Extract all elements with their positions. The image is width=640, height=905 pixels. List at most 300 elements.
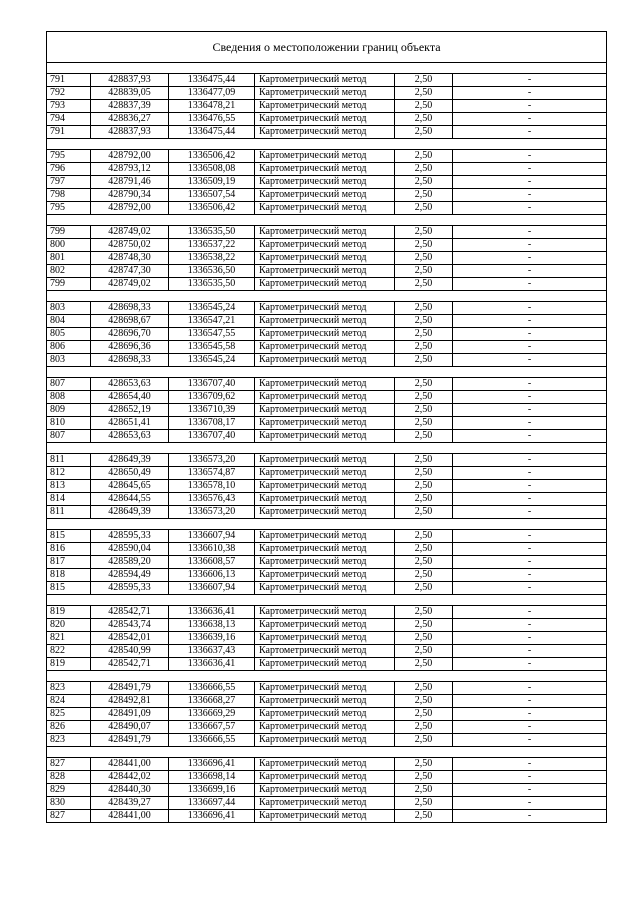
group-separator-cell <box>47 215 607 226</box>
dash-cell: - <box>453 239 607 252</box>
table-row <box>47 239 607 252</box>
table-row <box>47 480 607 493</box>
accuracy-cell: 2,50 <box>395 150 453 163</box>
x-coordinate-cell: 428542,71 <box>91 658 169 671</box>
dash-cell: - <box>453 467 607 480</box>
accuracy-cell: 2,50 <box>395 695 453 708</box>
table-row <box>47 658 607 671</box>
dash-cell: - <box>453 176 607 189</box>
method-cell: Картометрический метод <box>255 784 395 797</box>
point-id-cell: 819 <box>47 606 91 619</box>
y-coordinate-cell: 1336535,50 <box>169 278 255 291</box>
point-id-cell: 803 <box>47 354 91 367</box>
x-coordinate-cell: 428594,49 <box>91 569 169 582</box>
point-id-cell: 804 <box>47 315 91 328</box>
accuracy-cell: 2,50 <box>395 530 453 543</box>
accuracy-cell: 2,50 <box>395 506 453 519</box>
table-row <box>47 619 607 632</box>
accuracy-cell: 2,50 <box>395 378 453 391</box>
x-coordinate-cell: 428442,02 <box>91 771 169 784</box>
table-row <box>47 113 607 126</box>
table-row <box>47 252 607 265</box>
accuracy-cell: 2,50 <box>395 708 453 721</box>
point-id-cell: 822 <box>47 645 91 658</box>
x-coordinate-cell: 428650,49 <box>91 467 169 480</box>
x-coordinate-cell: 428542,01 <box>91 632 169 645</box>
dash-cell: - <box>453 556 607 569</box>
accuracy-cell: 2,50 <box>395 771 453 784</box>
method-cell: Картометрический метод <box>255 354 395 367</box>
table-row <box>47 328 607 341</box>
accuracy-cell: 2,50 <box>395 391 453 404</box>
table-row <box>47 784 607 797</box>
dash-cell: - <box>453 315 607 328</box>
method-cell: Картометрический метод <box>255 315 395 328</box>
method-cell: Картометрический метод <box>255 530 395 543</box>
y-coordinate-cell: 1336710,39 <box>169 404 255 417</box>
x-coordinate-cell: 428491,79 <box>91 734 169 747</box>
table-row <box>47 302 607 315</box>
y-coordinate-cell: 1336707,40 <box>169 378 255 391</box>
x-coordinate-cell: 428749,02 <box>91 226 169 239</box>
point-id-cell: 809 <box>47 404 91 417</box>
group-separator-cell <box>47 595 607 606</box>
y-coordinate-cell: 1336696,41 <box>169 758 255 771</box>
accuracy-cell: 2,50 <box>395 74 453 87</box>
boundary-document <box>46 31 606 823</box>
group-separator-row <box>47 367 607 378</box>
accuracy-cell: 2,50 <box>395 645 453 658</box>
accuracy-cell: 2,50 <box>395 417 453 430</box>
table-row <box>47 797 607 810</box>
y-coordinate-cell: 1336707,40 <box>169 430 255 443</box>
method-cell: Картометрический метод <box>255 506 395 519</box>
x-coordinate-cell: 428492,81 <box>91 695 169 708</box>
x-coordinate-cell: 428791,46 <box>91 176 169 189</box>
group-separator-cell <box>47 671 607 682</box>
table-row <box>47 265 607 278</box>
table-row <box>47 430 607 443</box>
x-coordinate-cell: 428491,79 <box>91 682 169 695</box>
y-coordinate-cell: 1336574,87 <box>169 467 255 480</box>
accuracy-cell: 2,50 <box>395 302 453 315</box>
y-coordinate-cell: 1336578,10 <box>169 480 255 493</box>
method-cell: Картометрический метод <box>255 302 395 315</box>
y-coordinate-cell: 1336537,22 <box>169 239 255 252</box>
y-coordinate-cell: 1336508,08 <box>169 163 255 176</box>
group-separator-row <box>47 595 607 606</box>
method-cell: Картометрический метод <box>255 556 395 569</box>
group-separator-cell <box>47 367 607 378</box>
x-coordinate-cell: 428491,09 <box>91 708 169 721</box>
accuracy-cell: 2,50 <box>395 454 453 467</box>
y-coordinate-cell: 1336636,41 <box>169 606 255 619</box>
method-cell: Картометрический метод <box>255 417 395 430</box>
point-id-cell: 795 <box>47 150 91 163</box>
y-coordinate-cell: 1336637,43 <box>169 645 255 658</box>
point-id-cell: 820 <box>47 619 91 632</box>
accuracy-cell: 2,50 <box>395 467 453 480</box>
y-coordinate-cell: 1336666,55 <box>169 734 255 747</box>
method-cell: Картометрический метод <box>255 176 395 189</box>
x-coordinate-cell: 428649,39 <box>91 454 169 467</box>
dash-cell: - <box>453 354 607 367</box>
dash-cell: - <box>453 758 607 771</box>
y-coordinate-cell: 1336607,94 <box>169 530 255 543</box>
point-id-cell: 827 <box>47 758 91 771</box>
x-coordinate-cell: 428490,07 <box>91 721 169 734</box>
y-coordinate-cell: 1336708,17 <box>169 417 255 430</box>
y-coordinate-cell: 1336536,50 <box>169 265 255 278</box>
dash-cell: - <box>453 391 607 404</box>
dash-cell: - <box>453 480 607 493</box>
method-cell: Картометрический метод <box>255 480 395 493</box>
dash-cell: - <box>453 721 607 734</box>
boundary-coordinates-table <box>46 31 607 823</box>
accuracy-cell: 2,50 <box>395 126 453 139</box>
method-cell: Картометрический метод <box>255 226 395 239</box>
dash-cell: - <box>453 252 607 265</box>
point-id-cell: 815 <box>47 530 91 543</box>
dash-cell: - <box>453 341 607 354</box>
y-coordinate-cell: 1336538,22 <box>169 252 255 265</box>
point-id-cell: 825 <box>47 708 91 721</box>
method-cell: Картометрический метод <box>255 87 395 100</box>
table-row <box>47 771 607 784</box>
accuracy-cell: 2,50 <box>395 556 453 569</box>
point-id-cell: 791 <box>47 74 91 87</box>
dash-cell: - <box>453 658 607 671</box>
table-row <box>47 189 607 202</box>
point-id-cell: 797 <box>47 176 91 189</box>
point-id-cell: 791 <box>47 126 91 139</box>
point-id-cell: 806 <box>47 341 91 354</box>
method-cell: Картометрический метод <box>255 189 395 202</box>
dash-cell: - <box>453 163 607 176</box>
table-row <box>47 569 607 582</box>
x-coordinate-cell: 428441,00 <box>91 810 169 823</box>
y-coordinate-cell: 1336667,57 <box>169 721 255 734</box>
table-row <box>47 454 607 467</box>
table-row <box>47 87 607 100</box>
y-coordinate-cell: 1336477,09 <box>169 87 255 100</box>
dash-cell: - <box>453 695 607 708</box>
point-id-cell: 811 <box>47 506 91 519</box>
table-row <box>47 543 607 556</box>
accuracy-cell: 2,50 <box>395 315 453 328</box>
point-id-cell: 823 <box>47 682 91 695</box>
x-coordinate-cell: 428836,27 <box>91 113 169 126</box>
x-coordinate-cell: 428698,67 <box>91 315 169 328</box>
method-cell: Картометрический метод <box>255 328 395 341</box>
dash-cell: - <box>453 734 607 747</box>
x-coordinate-cell: 428653,63 <box>91 378 169 391</box>
point-id-cell: 795 <box>47 202 91 215</box>
group-separator-cell <box>47 747 607 758</box>
accuracy-cell: 2,50 <box>395 239 453 252</box>
x-coordinate-cell: 428589,20 <box>91 556 169 569</box>
table-row <box>47 530 607 543</box>
method-cell: Картометрический метод <box>255 682 395 695</box>
accuracy-cell: 2,50 <box>395 758 453 771</box>
accuracy-cell: 2,50 <box>395 543 453 556</box>
method-cell: Картометрический метод <box>255 467 395 480</box>
method-cell: Картометрический метод <box>255 606 395 619</box>
dash-cell: - <box>453 645 607 658</box>
table-row <box>47 163 607 176</box>
accuracy-cell: 2,50 <box>395 797 453 810</box>
x-coordinate-cell: 428441,00 <box>91 758 169 771</box>
table-row <box>47 721 607 734</box>
method-cell: Картометрический метод <box>255 619 395 632</box>
method-cell: Картометрический метод <box>255 569 395 582</box>
x-coordinate-cell: 428654,40 <box>91 391 169 404</box>
method-cell: Картометрический метод <box>255 74 395 87</box>
table-row <box>47 391 607 404</box>
point-id-cell: 799 <box>47 278 91 291</box>
dash-cell: - <box>453 74 607 87</box>
dash-cell: - <box>453 87 607 100</box>
x-coordinate-cell: 428696,70 <box>91 328 169 341</box>
x-coordinate-cell: 428839,05 <box>91 87 169 100</box>
table-row <box>47 126 607 139</box>
table-row <box>47 467 607 480</box>
accuracy-cell: 2,50 <box>395 113 453 126</box>
x-coordinate-cell: 428653,63 <box>91 430 169 443</box>
x-coordinate-cell: 428590,04 <box>91 543 169 556</box>
table-row <box>47 100 607 113</box>
y-coordinate-cell: 1336699,16 <box>169 784 255 797</box>
dash-cell: - <box>453 632 607 645</box>
y-coordinate-cell: 1336545,24 <box>169 302 255 315</box>
x-coordinate-cell: 428750,02 <box>91 239 169 252</box>
accuracy-cell: 2,50 <box>395 658 453 671</box>
group-separator-cell <box>47 139 607 150</box>
group-separator-row <box>47 671 607 682</box>
x-coordinate-cell: 428790,34 <box>91 189 169 202</box>
point-id-cell: 811 <box>47 454 91 467</box>
y-coordinate-cell: 1336547,21 <box>169 315 255 328</box>
method-cell: Картометрический метод <box>255 341 395 354</box>
method-cell: Картометрический метод <box>255 708 395 721</box>
dash-cell: - <box>453 430 607 443</box>
accuracy-cell: 2,50 <box>395 734 453 747</box>
table-row <box>47 315 607 328</box>
method-cell: Картометрический метод <box>255 454 395 467</box>
dash-cell: - <box>453 302 607 315</box>
accuracy-cell: 2,50 <box>395 784 453 797</box>
page-title: Сведения о местоположении границ объекта <box>47 32 607 63</box>
table-row <box>47 404 607 417</box>
method-cell: Картометрический метод <box>255 758 395 771</box>
dash-cell: - <box>453 454 607 467</box>
accuracy-cell: 2,50 <box>395 176 453 189</box>
x-coordinate-cell: 428645,65 <box>91 480 169 493</box>
accuracy-cell: 2,50 <box>395 341 453 354</box>
point-id-cell: 824 <box>47 695 91 708</box>
dash-cell: - <box>453 493 607 506</box>
point-id-cell: 826 <box>47 721 91 734</box>
group-separator-cell <box>47 519 607 530</box>
group-separator-row <box>47 139 607 150</box>
accuracy-cell: 2,50 <box>395 226 453 239</box>
y-coordinate-cell: 1336638,13 <box>169 619 255 632</box>
point-id-cell: 828 <box>47 771 91 784</box>
dash-cell: - <box>453 278 607 291</box>
point-id-cell: 808 <box>47 391 91 404</box>
header-spacer-cell <box>47 63 607 74</box>
accuracy-cell: 2,50 <box>395 354 453 367</box>
point-id-cell: 803 <box>47 302 91 315</box>
dash-cell: - <box>453 202 607 215</box>
accuracy-cell: 2,50 <box>395 682 453 695</box>
point-id-cell: 827 <box>47 810 91 823</box>
y-coordinate-cell: 1336547,55 <box>169 328 255 341</box>
dash-cell: - <box>453 150 607 163</box>
table-row <box>47 758 607 771</box>
table-row <box>47 74 607 87</box>
table-row <box>47 202 607 215</box>
y-coordinate-cell: 1336506,42 <box>169 202 255 215</box>
accuracy-cell: 2,50 <box>395 480 453 493</box>
table-row <box>47 682 607 695</box>
method-cell: Картометрический метод <box>255 378 395 391</box>
x-coordinate-cell: 428748,30 <box>91 252 169 265</box>
dash-cell: - <box>453 265 607 278</box>
dash-cell: - <box>453 582 607 595</box>
y-coordinate-cell: 1336535,50 <box>169 226 255 239</box>
dash-cell: - <box>453 682 607 695</box>
x-coordinate-cell: 428649,39 <box>91 506 169 519</box>
dash-cell: - <box>453 417 607 430</box>
table-row <box>47 226 607 239</box>
table-row <box>47 378 607 391</box>
y-coordinate-cell: 1336696,41 <box>169 810 255 823</box>
point-id-cell: 810 <box>47 417 91 430</box>
method-cell: Картометрический метод <box>255 797 395 810</box>
x-coordinate-cell: 428595,33 <box>91 530 169 543</box>
method-cell: Картометрический метод <box>255 493 395 506</box>
method-cell: Картометрический метод <box>255 404 395 417</box>
dash-cell: - <box>453 113 607 126</box>
x-coordinate-cell: 428439,27 <box>91 797 169 810</box>
dash-cell: - <box>453 226 607 239</box>
y-coordinate-cell: 1336509,19 <box>169 176 255 189</box>
table-title-row <box>47 32 607 63</box>
dash-cell: - <box>453 810 607 823</box>
accuracy-cell: 2,50 <box>395 252 453 265</box>
method-cell: Картометрический метод <box>255 239 395 252</box>
point-id-cell: 801 <box>47 252 91 265</box>
point-id-cell: 829 <box>47 784 91 797</box>
method-cell: Картометрический метод <box>255 100 395 113</box>
x-coordinate-cell: 428837,93 <box>91 74 169 87</box>
x-coordinate-cell: 428542,71 <box>91 606 169 619</box>
accuracy-cell: 2,50 <box>395 606 453 619</box>
x-coordinate-cell: 428698,33 <box>91 354 169 367</box>
table-row <box>47 354 607 367</box>
accuracy-cell: 2,50 <box>395 569 453 582</box>
y-coordinate-cell: 1336709,62 <box>169 391 255 404</box>
dash-cell: - <box>453 189 607 202</box>
method-cell: Картометрический метод <box>255 645 395 658</box>
x-coordinate-cell: 428837,93 <box>91 126 169 139</box>
method-cell: Картометрический метод <box>255 278 395 291</box>
group-separator-row <box>47 215 607 226</box>
accuracy-cell: 2,50 <box>395 430 453 443</box>
point-id-cell: 792 <box>47 87 91 100</box>
point-id-cell: 823 <box>47 734 91 747</box>
point-id-cell: 819 <box>47 658 91 671</box>
group-separator-cell <box>47 443 607 454</box>
table-row <box>47 506 607 519</box>
method-cell: Картометрический метод <box>255 658 395 671</box>
group-separator-row <box>47 747 607 758</box>
x-coordinate-cell: 428595,33 <box>91 582 169 595</box>
point-id-cell: 817 <box>47 556 91 569</box>
y-coordinate-cell: 1336576,43 <box>169 493 255 506</box>
group-separator-cell <box>47 291 607 302</box>
y-coordinate-cell: 1336478,21 <box>169 100 255 113</box>
table-row <box>47 708 607 721</box>
y-coordinate-cell: 1336507,54 <box>169 189 255 202</box>
x-coordinate-cell: 428540,99 <box>91 645 169 658</box>
accuracy-cell: 2,50 <box>395 328 453 341</box>
x-coordinate-cell: 428652,19 <box>91 404 169 417</box>
y-coordinate-cell: 1336639,16 <box>169 632 255 645</box>
y-coordinate-cell: 1336545,58 <box>169 341 255 354</box>
dash-cell: - <box>453 784 607 797</box>
accuracy-cell: 2,50 <box>395 265 453 278</box>
accuracy-cell: 2,50 <box>395 632 453 645</box>
y-coordinate-cell: 1336475,44 <box>169 126 255 139</box>
y-coordinate-cell: 1336606,13 <box>169 569 255 582</box>
y-coordinate-cell: 1336669,29 <box>169 708 255 721</box>
y-coordinate-cell: 1336636,41 <box>169 658 255 671</box>
y-coordinate-cell: 1336475,44 <box>169 74 255 87</box>
dash-cell: - <box>453 404 607 417</box>
table-row <box>47 606 607 619</box>
accuracy-cell: 2,50 <box>395 87 453 100</box>
accuracy-cell: 2,50 <box>395 493 453 506</box>
y-coordinate-cell: 1336608,57 <box>169 556 255 569</box>
method-cell: Картометрический метод <box>255 430 395 443</box>
table-row <box>47 734 607 747</box>
method-cell: Картометрический метод <box>255 721 395 734</box>
method-cell: Картометрический метод <box>255 810 395 823</box>
x-coordinate-cell: 428651,41 <box>91 417 169 430</box>
method-cell: Картометрический метод <box>255 126 395 139</box>
method-cell: Картометрический метод <box>255 252 395 265</box>
x-coordinate-cell: 428543,74 <box>91 619 169 632</box>
table-row <box>47 417 607 430</box>
point-id-cell: 821 <box>47 632 91 645</box>
dash-cell: - <box>453 378 607 391</box>
dash-cell: - <box>453 506 607 519</box>
x-coordinate-cell: 428837,39 <box>91 100 169 113</box>
point-id-cell: 800 <box>47 239 91 252</box>
point-id-cell: 794 <box>47 113 91 126</box>
dash-cell: - <box>453 708 607 721</box>
method-cell: Картометрический метод <box>255 163 395 176</box>
y-coordinate-cell: 1336573,20 <box>169 506 255 519</box>
accuracy-cell: 2,50 <box>395 721 453 734</box>
table-row <box>47 493 607 506</box>
x-coordinate-cell: 428792,00 <box>91 202 169 215</box>
point-id-cell: 799 <box>47 226 91 239</box>
x-coordinate-cell: 428440,30 <box>91 784 169 797</box>
dash-cell: - <box>453 530 607 543</box>
